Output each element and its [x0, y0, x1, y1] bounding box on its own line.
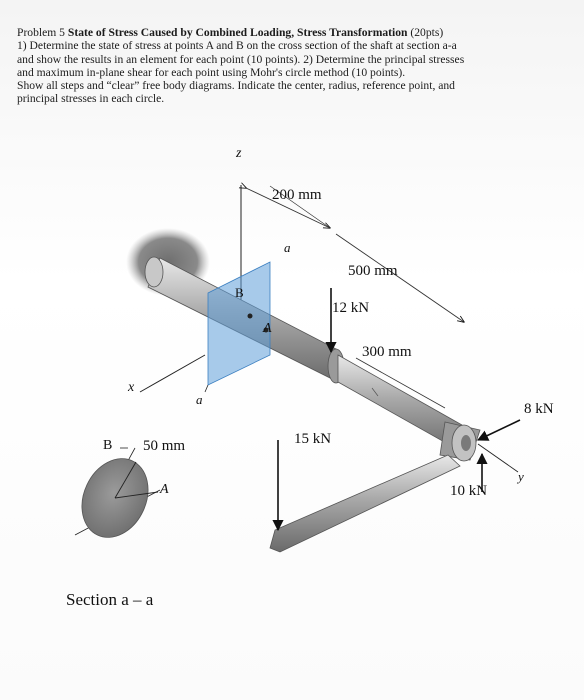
- point-b-label: B: [235, 285, 244, 300]
- problem-title: State of Stress Caused by Combined Loading, Stress Transformation: [67, 26, 408, 39]
- point-a-label: A: [263, 321, 272, 336]
- section-plane-edge: [205, 385, 208, 392]
- section-radius-label: 50 mm: [143, 438, 186, 454]
- problem-line-4: and maximum in-plane shear for each point using Mohr's circle method (10 points).: [17, 65, 406, 79]
- dim-500-label: 500 mm: [348, 263, 398, 279]
- section-mark-bottom: a: [196, 392, 203, 407]
- section-a-a-drawing: [70, 448, 161, 549]
- dim-200-label: 200 mm: [272, 187, 322, 203]
- lever: [270, 455, 460, 552]
- section-mark-top: a: [284, 240, 291, 255]
- load-10-label: 10 kN: [450, 483, 488, 499]
- load-12-label: 12 kN: [332, 300, 370, 316]
- y-axis-line: [478, 444, 518, 472]
- load-8-label: 8 kN: [524, 401, 554, 417]
- point-b-marker: [248, 314, 253, 319]
- section-point-b-label: B: [103, 438, 113, 453]
- section-caption: Section a – a: [66, 590, 154, 609]
- problem-line-3: and show the results in an element for each point (10 points). 2) Determine the principal stresses: [17, 52, 465, 66]
- problem-line-2: 1) Determine the state of stress at points A and B on the cross section of the shaft at section a-a: [17, 39, 457, 53]
- problem-number: Problem 5: [17, 26, 68, 39]
- problem-points: (20pts): [407, 26, 444, 39]
- dim-300-label: 300 mm: [362, 344, 412, 360]
- section-plane: [208, 262, 270, 385]
- x-axis-label: x: [128, 380, 135, 395]
- load-8-arrow: [478, 420, 520, 440]
- x-axis-line: [140, 355, 205, 392]
- z-axis-label: z: [236, 146, 242, 161]
- load-15-label: 15 kN: [294, 431, 332, 447]
- section-point-a-label: A: [160, 482, 169, 497]
- problem-line-5: Show all steps and “clear” free body diagrams. Indicate the center, radius, reference point, and: [17, 79, 455, 93]
- y-axis-label: y: [518, 469, 524, 484]
- crank-bore-inner: [461, 435, 471, 451]
- shaft-end: [145, 257, 163, 287]
- problem-line-6: principal stresses in each circle.: [17, 92, 165, 106]
